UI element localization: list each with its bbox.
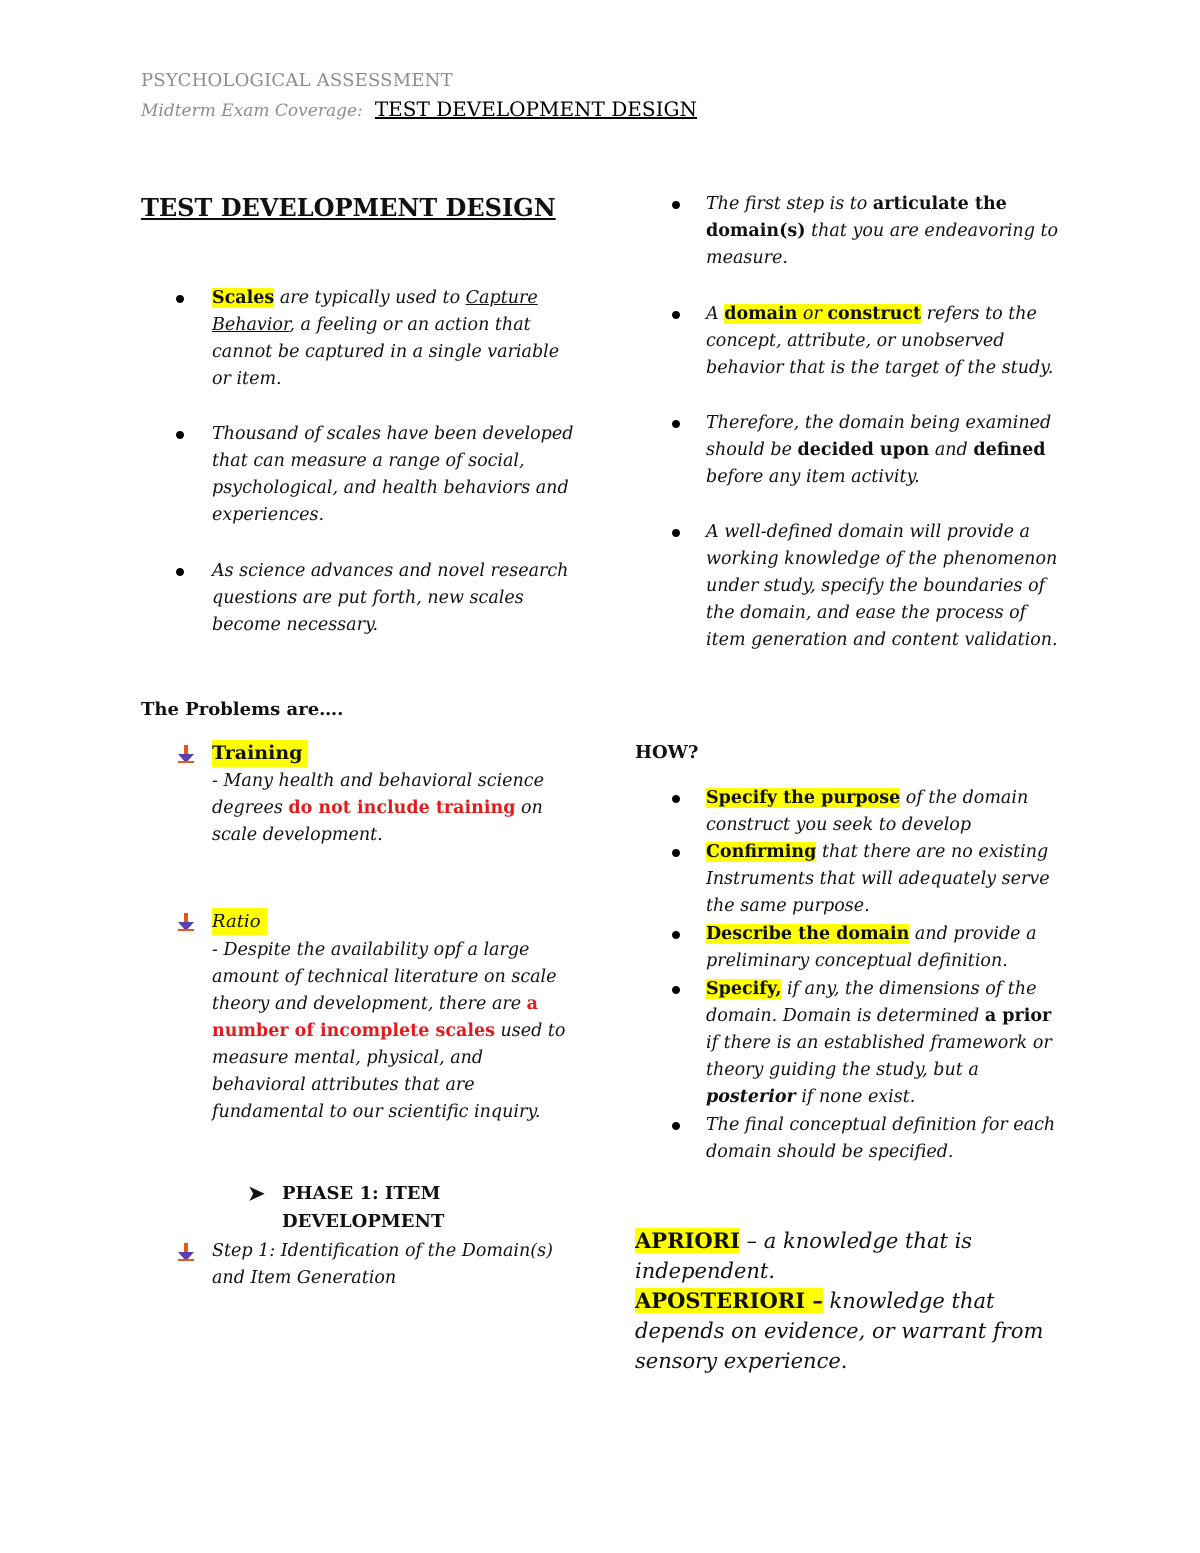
list-item (672, 1112, 1062, 1166)
list-item (672, 839, 1062, 920)
bold-text: posterior (706, 1087, 796, 1107)
chevron-right-icon: ➤ (248, 1181, 265, 1205)
bullet-dot-icon (672, 849, 680, 857)
text-span: or (797, 304, 828, 324)
aposteriori-definition: knowledge that depends on evidence, or warrant from sensory experience. (635, 1289, 1044, 1373)
bullet-text: A well-defined domain will provide a working knowledge of the phenomenon under study, specify the boundaries of the domain, and ease the process of item generation and content validation. (706, 522, 1058, 650)
course-header: PSYCHOLOGICAL ASSESSMENT (141, 70, 453, 91)
aposteriori-term: APOSTERIORI – (635, 1288, 823, 1313)
list-item (672, 976, 1062, 1111)
highlight-term: Specify, (706, 979, 782, 999)
text-span: The first step is to (706, 194, 873, 214)
bullet-text: , a feeling or an action that cannot be captured in a single variable or item. (212, 315, 560, 389)
problem-label: Ratio (212, 908, 267, 935)
list-item (177, 1238, 577, 1292)
step-text: Step 1: Identification of the Domain(s) and Item Generation (212, 1241, 553, 1288)
bullet-text: Thousand of scales have been developed that can measure a range of social, psychological, and health behaviors and experiences. (212, 424, 574, 525)
text-span: if none exist. (795, 1087, 916, 1107)
bullet-dot-icon (672, 931, 680, 939)
bullet-dot-icon (672, 420, 680, 428)
how-heading: HOW? (635, 742, 699, 763)
highlight-term: Describe the domain (706, 924, 910, 944)
phase-item (248, 1180, 528, 1236)
bullet-dot-icon (672, 311, 680, 319)
arrow-down-icon (177, 912, 195, 932)
problem-label: Training (212, 740, 308, 767)
arrow-down-icon (177, 1242, 195, 1262)
text-span: - Many health and behavioral science degrees (212, 771, 544, 818)
coverage-label: Midterm Exam Coverage: (141, 101, 363, 121)
list-item (177, 740, 577, 767)
phase-heading: PHASE 1: ITEM DEVELOPMENT (282, 1183, 445, 1232)
text-span: A (706, 304, 725, 324)
coverage-title: TEST DEVELOPMENT DESIGN (374, 97, 697, 121)
text-span: that you are endeavoring to measure. (706, 221, 1059, 268)
list-item (176, 558, 576, 639)
bold-text: a prior (984, 1006, 1052, 1026)
highlight-term: Specify the purpose (706, 788, 901, 808)
bold-text: articulate the domain(s) (706, 194, 1007, 241)
red-emphasis: a number of incomplete scales (212, 994, 539, 1041)
bullet-dot-icon (672, 1122, 680, 1130)
capture-behavior-text: Capture Behavior (212, 288, 538, 335)
text-span: and (929, 440, 974, 460)
text-span: on scale development. (212, 798, 543, 845)
section-title: TEST DEVELOPMENT DESIGN (141, 193, 556, 222)
text-span: if there is an established framework or theory guiding the study, but a (706, 1033, 1052, 1080)
red-emphasis: do not include training (288, 798, 516, 818)
problem-description (212, 768, 580, 849)
bullet-text: are typically used to (274, 288, 466, 308)
bold-text: decided upon (797, 440, 930, 460)
text-span: if any, the dimensions of the domain. Domain is determined (706, 979, 1037, 1026)
bullet-dot-icon (672, 201, 680, 209)
text-span: and provide a preliminary conceptual definition. (706, 924, 1037, 971)
text-span: of the domain construct you seek to develop (706, 788, 1029, 835)
list-item (672, 785, 1062, 839)
coverage-line (141, 97, 697, 121)
list-item (672, 410, 1062, 491)
term-scales: Scales (212, 288, 275, 308)
bullet-dot-icon (176, 295, 184, 303)
bullet-dot-icon (176, 431, 184, 439)
list-item (176, 285, 576, 393)
bullet-text: The final conceptual definition for each domain should be specified. (706, 1115, 1056, 1162)
apriori-definition: – a knowledge that is independent. (635, 1229, 973, 1283)
highlight-term: Confirming (706, 842, 817, 862)
arrow-down-icon (177, 744, 195, 764)
bold-text: defined (973, 440, 1046, 460)
text-span: refers to the concept, attribute, or unobserved behavior that is the target of the study. (706, 304, 1054, 378)
text-span: used to measure mental, physical, and behavioral attributes that are fundamental to our scientific inquiry. (212, 1021, 566, 1122)
text-span: Therefore, the domain being examined should be (706, 413, 1052, 460)
list-item (672, 921, 1062, 975)
text-span: before any item activity. (706, 467, 920, 487)
bullet-text: As science advances and novel research questions are put forth, new scales become necessary. (212, 561, 569, 635)
term-domain: domain (724, 304, 798, 324)
bullet-dot-icon (672, 529, 680, 537)
list-item (672, 301, 1062, 382)
definitions-block (635, 1226, 1065, 1376)
text-span: that there are no existing Instruments that will adequately serve the same purpose. (706, 842, 1050, 916)
list-item (177, 908, 577, 935)
problems-heading: The Problems are…. (141, 699, 344, 720)
bullet-dot-icon (672, 986, 680, 994)
list-item (176, 421, 576, 529)
bullet-dot-icon (672, 795, 680, 803)
text-span: - Despite the availability opf a large amount of technical literature on scale theory and development, there are (212, 940, 557, 1014)
problem-description (212, 937, 580, 1126)
apriori-term: APRIORI (635, 1228, 740, 1253)
bullet-dot-icon (176, 568, 184, 576)
list-item (672, 519, 1062, 654)
list-item (672, 191, 1062, 272)
term-construct: construct (827, 304, 922, 324)
